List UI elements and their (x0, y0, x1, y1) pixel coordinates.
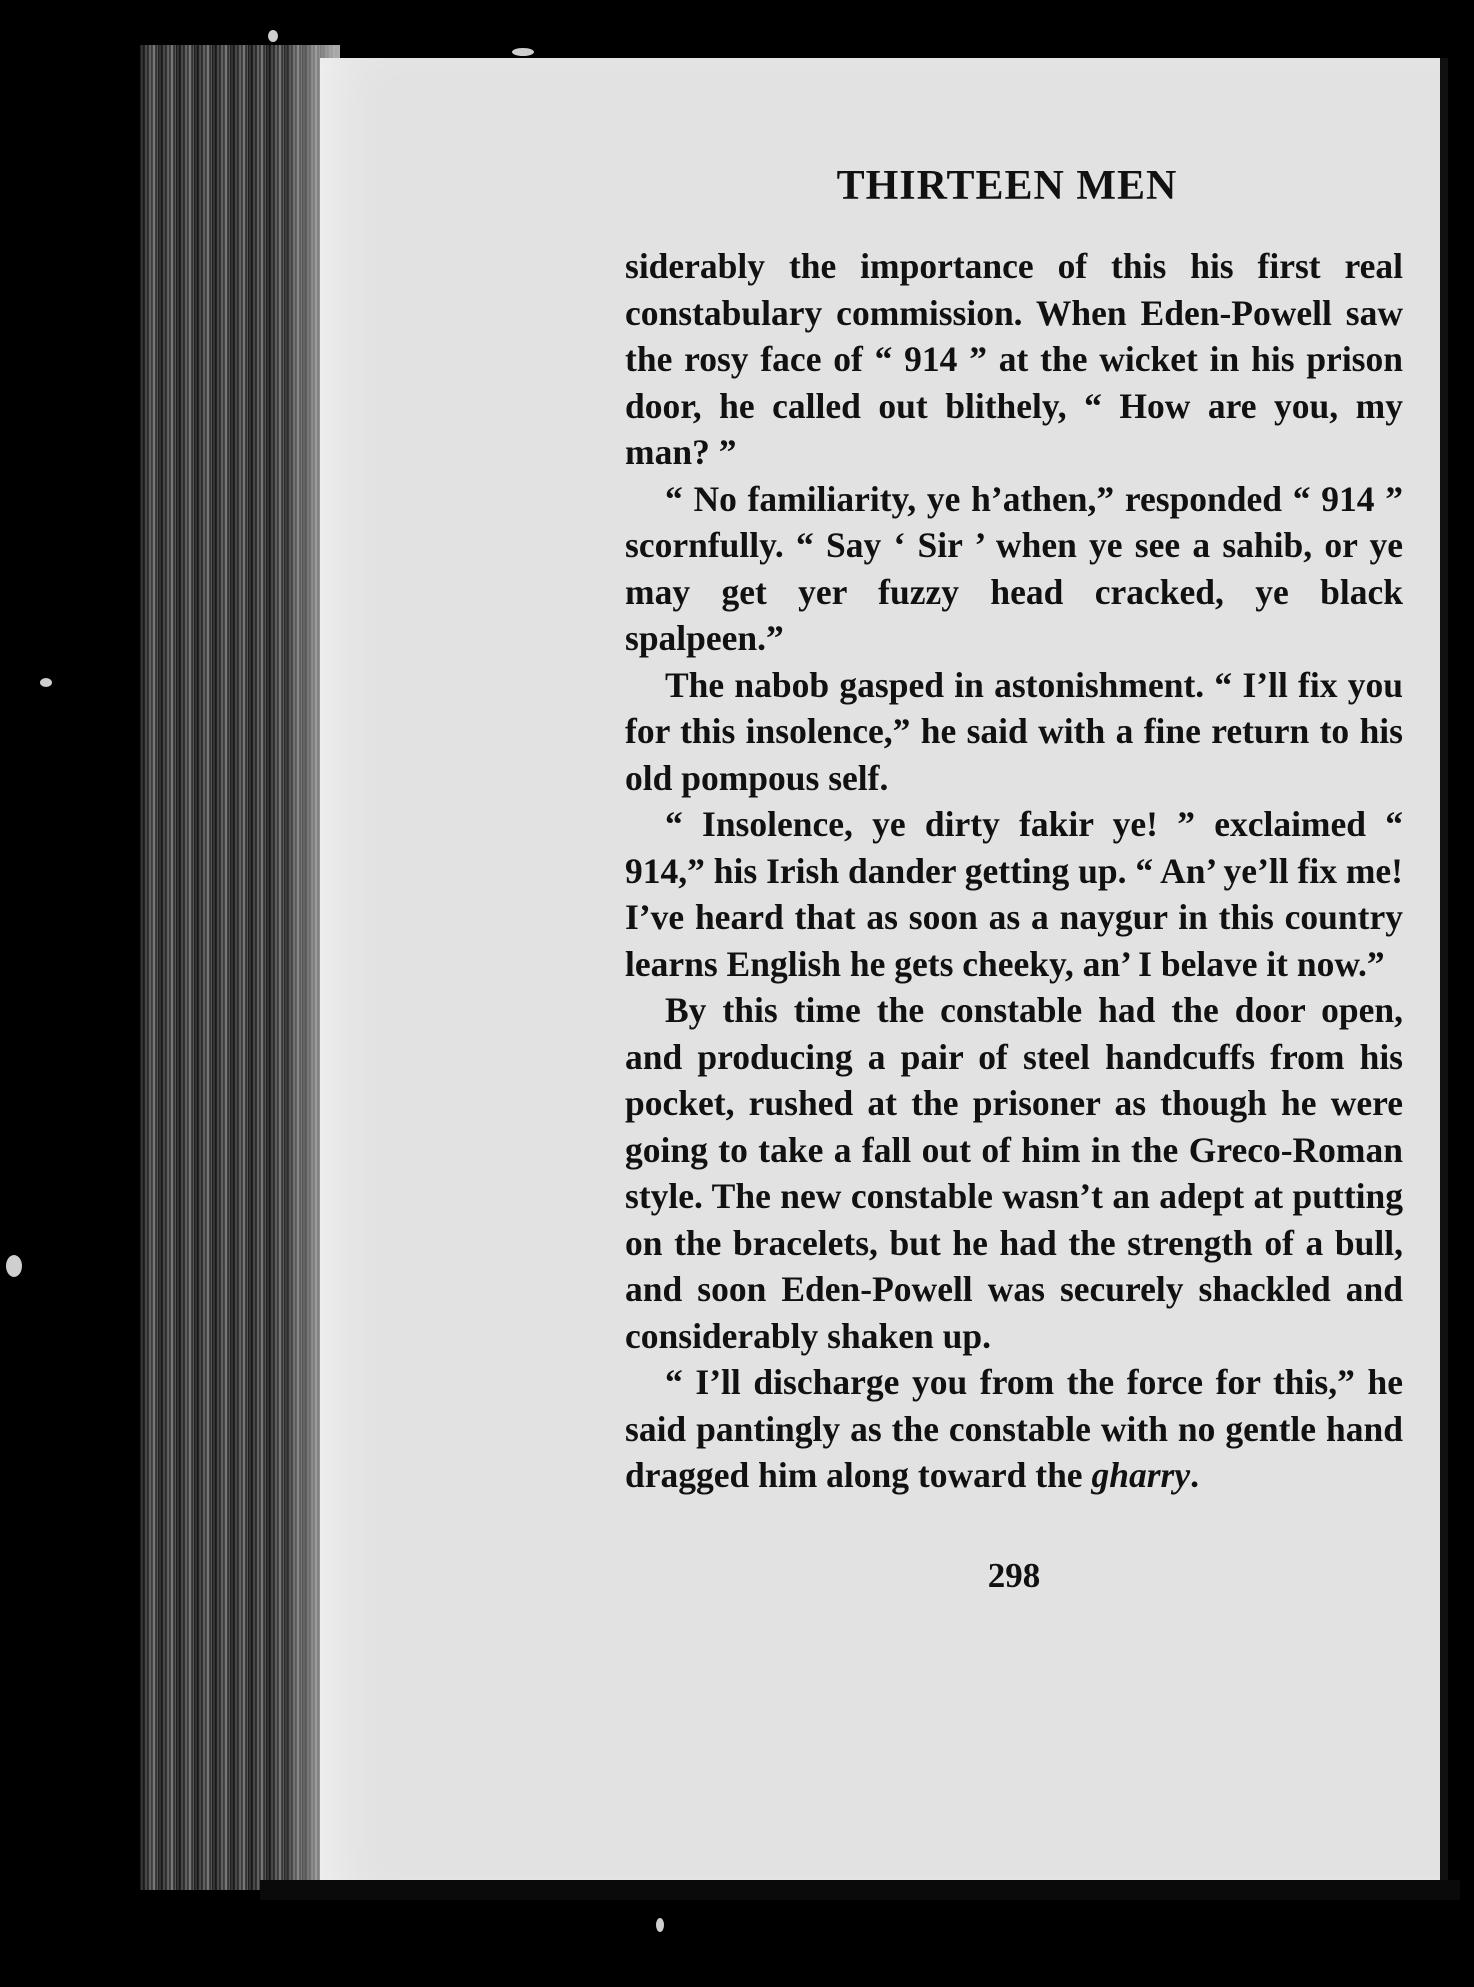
page-bottom-shadow (260, 1880, 1460, 1900)
paragraph: “ No familiarity, ye h’athen,” responded “ 914 ” scornfully. “ Say ‘ Sir ’ when ye see a sahib, or ye may get yer fuzzy head cracked, ye black spalpeen.” (625, 478, 1403, 658)
dust-speck (6, 1255, 22, 1277)
italic-word: gharry (1091, 1455, 1191, 1495)
dust-speck (656, 1918, 664, 1932)
body-text (625, 243, 1403, 1499)
dust-speck (512, 48, 534, 56)
page-number: 298 (987, 1556, 1041, 1595)
running-head-text: THIRTEEN MEN (836, 163, 1178, 209)
dust-speck (268, 30, 278, 42)
paragraph: By this time the constable had the door open, and producing a pair of steel handcuffs from his pocket, rushed at the prisoner as though he were going to take a fall out of him in the Greco-Roman style. The new constable wasn’t an adept at putting on the bracelets, but he had the strength of a bull, and soon Eden-Powell was securely shackled and considerably shaken up. (625, 990, 1403, 1356)
paragraph (625, 1359, 1403, 1499)
paragraph: The nabob gasped in astonishment. “ I’ll fix you for this insolence,” he said with a fine return to his old pompous self. (625, 664, 1403, 798)
dust-speck (40, 678, 52, 687)
paragraph-text: “ I’ll discharge you from the force for this,” he said pantingly as the constable with no gentle hand dragged him along toward the (625, 1362, 1403, 1495)
running-head (0, 162, 1474, 210)
paragraph: siderably the importance of this his first real constabulary commission. When Eden-Powell saw the rosy face of “ 914 ” at the wicket in his prison door, he called out blithely, “ How are you, my man? ” (625, 246, 1403, 472)
paragraph-end: . (1190, 1455, 1199, 1495)
paragraph: “ Insolence, ye dirty fakir ye! ” exclaimed “ 914,” his Irish dander getting up. “ An’ ye’ll fix me! I’ve heard that as soon as a naygur in this country learns English he gets cheeky, an’ I belave it now.” (625, 804, 1403, 984)
book-page-edges (140, 45, 340, 1890)
